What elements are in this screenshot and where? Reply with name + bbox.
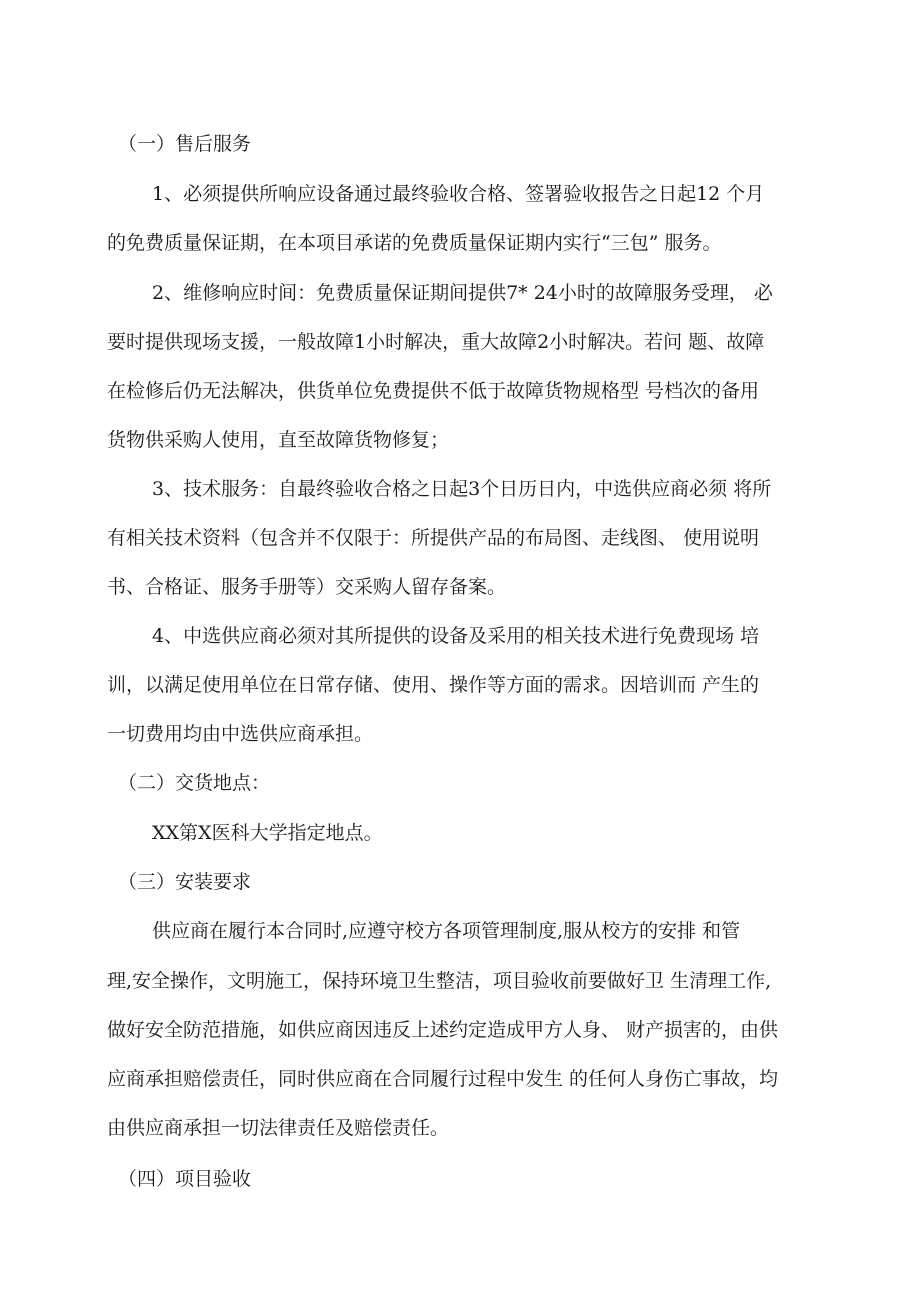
paragraph-line: 货物供采购人使用，直至故障货物修复； bbox=[107, 429, 450, 451]
paragraph-line: 应商承担赔偿责任，同时供应商在合同履行过程中发生 的任何人身伤亡事故，均 bbox=[107, 1068, 779, 1090]
section-heading-acceptance: （四）项目验收 bbox=[118, 1168, 252, 1190]
paragraph-line: 训，以满足使用单位在日常存储、使用、操作等方面的需求。因培训而 产生的 bbox=[107, 674, 760, 696]
paragraph-line: 要时提供现场支援，一般故障1小时解决，重大故障2小时解决。若问 题、故障 bbox=[107, 331, 765, 353]
paragraph-line: 在检修后仍无法解决，供货单位免费提供不低于故障货物规格型 号档次的备用 bbox=[107, 380, 760, 402]
paragraph-line: 书、合格证、服务手册等）交采购人留存备案。 bbox=[107, 576, 507, 598]
paragraph-line: 4、中选供应商必须对其所提供的设备及采用的相关技术进行免费现场 培 bbox=[152, 625, 760, 647]
paragraph-line: 由供应商承担一切法律责任及赔偿责任。 bbox=[107, 1117, 450, 1139]
paragraph-line: 理,安全操作，文明施工，保持环境卫生整洁，项目验收前要做好卫 生清理工作, bbox=[107, 970, 772, 992]
paragraph-line: 的免费质量保证期，在本项目承诺的免费质量保证期内实行“三包” 服务。 bbox=[107, 232, 722, 254]
paragraph-line: 2、维修响应时间：免费质量保证期间提供7* 24小时的故障服务受理， 必 bbox=[152, 282, 773, 304]
paragraph-line: 1、必须提供所响应设备通过最终验收合格、签署验收报告之日起12 个月 bbox=[152, 183, 765, 205]
section-heading-delivery: （二）交货地点： bbox=[118, 772, 271, 794]
section-heading-installation: （三）安装要求 bbox=[118, 871, 252, 893]
paragraph-line: XX第X医科大学指定地点。 bbox=[152, 822, 383, 844]
paragraph-line: 供应商在履行本合同时,应遵守校方各项管理制度,服从校方的安排 和管 bbox=[152, 920, 741, 942]
paragraph-line: 有相关技术资料（包含并不仅限于：所提供产品的布局图、走线图、 使用说明 bbox=[107, 527, 760, 549]
paragraph-line: 做好安全防范措施，如供应商因违反上述约定造成甲方人身、 财产损害的，由供 bbox=[107, 1019, 779, 1041]
paragraph-line: 一切费用均由中选供应商承担。 bbox=[107, 723, 374, 745]
section-heading-after-sales: （一）售后服务 bbox=[118, 133, 252, 155]
paragraph-line: 3、技术服务：自最终验收合格之日起3个日历日内，中选供应商必须 将所 bbox=[152, 478, 772, 500]
